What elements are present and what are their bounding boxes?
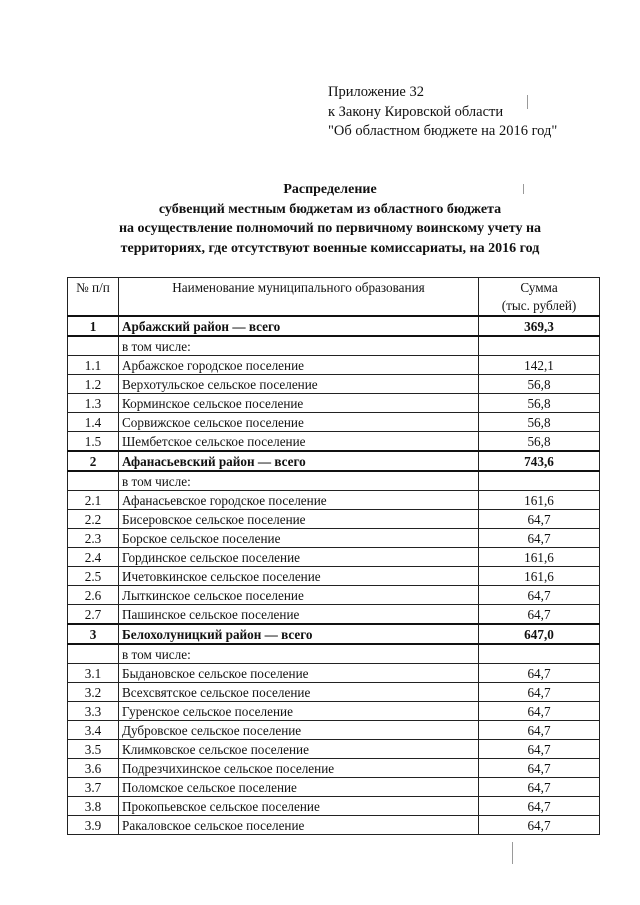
title-line-3: на осуществление полномочий по первичному воинскому учету на bbox=[118, 221, 542, 236]
appendix-block bbox=[328, 83, 557, 142]
row-number: 1 bbox=[68, 316, 119, 336]
table-row bbox=[68, 491, 600, 510]
row-municipality: в том числе: bbox=[119, 336, 479, 356]
table-header-row bbox=[68, 278, 600, 317]
table-body bbox=[68, 316, 600, 835]
table-row bbox=[68, 644, 600, 664]
row-sum: 64,7 bbox=[479, 740, 600, 759]
row-municipality: Афанасьевский район — всего bbox=[119, 451, 479, 471]
row-municipality: Шембетское сельское поселение bbox=[119, 432, 479, 452]
row-sum bbox=[479, 644, 600, 664]
appendix-line-3: "Об областном бюджете на 2016 год" bbox=[328, 123, 558, 139]
table-row bbox=[68, 721, 600, 740]
row-municipality: Арбажский район — всего bbox=[119, 316, 479, 336]
document-title bbox=[60, 180, 600, 258]
row-sum: 64,7 bbox=[479, 664, 600, 683]
row-sum: 743,6 bbox=[479, 451, 600, 471]
row-sum: 64,7 bbox=[479, 778, 600, 797]
row-sum: 56,8 bbox=[479, 432, 600, 452]
row-sum: 56,8 bbox=[479, 413, 600, 432]
row-sum: 64,7 bbox=[479, 721, 600, 740]
table-row bbox=[68, 816, 600, 835]
row-sum bbox=[479, 336, 600, 356]
appendix-line-2: к Закону Кировской области bbox=[328, 103, 504, 120]
row-number: 3.8 bbox=[68, 797, 119, 816]
row-number: 2.6 bbox=[68, 586, 119, 605]
row-number: 3.7 bbox=[68, 778, 119, 797]
header-sum-unit: (тыс. рублей) bbox=[501, 298, 577, 313]
row-sum: 64,7 bbox=[479, 683, 600, 702]
row-municipality: Ичетовкинское сельское поселение bbox=[119, 567, 479, 586]
table-row bbox=[68, 586, 600, 605]
row-number: 3.2 bbox=[68, 683, 119, 702]
table-row bbox=[68, 759, 600, 778]
row-number: 2.5 bbox=[68, 567, 119, 586]
subvention-table bbox=[67, 277, 600, 835]
row-sum: 64,7 bbox=[479, 605, 600, 625]
row-municipality: Прокопьевское сельское поселение bbox=[119, 797, 479, 816]
row-number: 3.5 bbox=[68, 740, 119, 759]
row-municipality: Климковское сельское поселение bbox=[119, 740, 479, 759]
table-row bbox=[68, 432, 600, 452]
table-row bbox=[68, 451, 600, 471]
row-sum: 161,6 bbox=[479, 548, 600, 567]
row-municipality: Дубровское сельское поселение bbox=[119, 721, 479, 740]
header-municipality: Наименование муниципального образования bbox=[119, 278, 479, 317]
row-number: 2.2 bbox=[68, 510, 119, 529]
row-sum: 64,7 bbox=[479, 702, 600, 721]
row-number: 3.9 bbox=[68, 816, 119, 835]
row-sum: 56,8 bbox=[479, 375, 600, 394]
row-number: 3.1 bbox=[68, 664, 119, 683]
table-row bbox=[68, 778, 600, 797]
row-municipality: Гординское сельское поселение bbox=[119, 548, 479, 567]
row-sum: 64,7 bbox=[479, 759, 600, 778]
row-municipality: в том числе: bbox=[119, 471, 479, 491]
row-sum: 64,7 bbox=[479, 816, 600, 835]
row-municipality: Верхотульское сельское поселение bbox=[119, 375, 479, 394]
row-number: 1.5 bbox=[68, 432, 119, 452]
row-number: 3 bbox=[68, 624, 119, 644]
row-sum: 161,6 bbox=[479, 567, 600, 586]
row-municipality: Гуренское сельское поселение bbox=[119, 702, 479, 721]
scan-artifact-mark bbox=[527, 95, 528, 109]
table-row bbox=[68, 797, 600, 816]
table-row bbox=[68, 413, 600, 432]
row-sum: 369,3 bbox=[479, 316, 600, 336]
table-row bbox=[68, 548, 600, 567]
row-municipality: Лыткинское сельское поселение bbox=[119, 586, 479, 605]
row-number: 2 bbox=[68, 451, 119, 471]
row-municipality: Арбажское городское поселение bbox=[119, 356, 479, 375]
table-row bbox=[68, 471, 600, 491]
header-sum-label: Сумма bbox=[520, 280, 558, 295]
row-number: 2.7 bbox=[68, 605, 119, 625]
header-sum bbox=[479, 278, 600, 317]
row-sum: 161,6 bbox=[479, 491, 600, 510]
row-sum: 64,7 bbox=[479, 529, 600, 548]
row-sum: 64,7 bbox=[479, 797, 600, 816]
title-line-1: Распределение bbox=[283, 182, 377, 197]
row-municipality: Борское сельское поселение bbox=[119, 529, 479, 548]
row-municipality: Ракаловское сельское поселение bbox=[119, 816, 479, 835]
row-number: 2.4 bbox=[68, 548, 119, 567]
table-row bbox=[68, 605, 600, 625]
row-number: 1.1 bbox=[68, 356, 119, 375]
title-line-2: субвенций местным бюджетам из областного бюджета bbox=[158, 201, 502, 217]
row-municipality: Бисеровское сельское поселение bbox=[119, 510, 479, 529]
row-sum: 64,7 bbox=[479, 510, 600, 529]
row-municipality: Корминское сельское поселение bbox=[119, 394, 479, 413]
table-row bbox=[68, 702, 600, 721]
row-sum bbox=[479, 471, 600, 491]
table-row bbox=[68, 336, 600, 356]
scan-artifact-mark bbox=[512, 842, 513, 864]
row-municipality: Поломское сельское поселение bbox=[119, 778, 479, 797]
row-number bbox=[68, 471, 119, 491]
row-sum: 142,1 bbox=[479, 356, 600, 375]
table-row bbox=[68, 316, 600, 336]
scan-artifact-mark bbox=[523, 184, 524, 194]
row-number: 3.4 bbox=[68, 721, 119, 740]
row-municipality: в том числе: bbox=[119, 644, 479, 664]
row-sum: 647,0 bbox=[479, 624, 600, 644]
row-municipality: Афанасьевское городское поселение bbox=[119, 491, 479, 510]
appendix-line-1: Приложение 32 bbox=[328, 84, 424, 100]
table-row bbox=[68, 740, 600, 759]
table-row bbox=[68, 683, 600, 702]
table-row bbox=[68, 664, 600, 683]
table-row bbox=[68, 529, 600, 548]
title-line-4: территориях, где отсутствуют военные комиссариаты, на 2016 год bbox=[120, 240, 540, 256]
table-row bbox=[68, 356, 600, 375]
row-sum: 64,7 bbox=[479, 586, 600, 605]
row-number: 2.1 bbox=[68, 491, 119, 510]
row-number: 1.2 bbox=[68, 375, 119, 394]
row-number: 2.3 bbox=[68, 529, 119, 548]
row-municipality: Белохолуницкий район — всего bbox=[119, 624, 479, 644]
row-sum: 56,8 bbox=[479, 394, 600, 413]
row-number: 3.3 bbox=[68, 702, 119, 721]
header-number: № п/п bbox=[68, 278, 119, 317]
table-row bbox=[68, 394, 600, 413]
row-municipality: Быдановское сельское поселение bbox=[119, 664, 479, 683]
row-number: 1.3 bbox=[68, 394, 119, 413]
row-number bbox=[68, 336, 119, 356]
table-row bbox=[68, 510, 600, 529]
table-row bbox=[68, 567, 600, 586]
table-row bbox=[68, 624, 600, 644]
row-number: 3.6 bbox=[68, 759, 119, 778]
row-municipality: Пашинское сельское поселение bbox=[119, 605, 479, 625]
row-number: 1.4 bbox=[68, 413, 119, 432]
row-number bbox=[68, 644, 119, 664]
table-row bbox=[68, 375, 600, 394]
row-municipality: Подрезчихинское сельское поселение bbox=[119, 759, 479, 778]
row-municipality: Всехсвятское сельское поселение bbox=[119, 683, 479, 702]
row-municipality: Сорвижское сельское поселение bbox=[119, 413, 479, 432]
